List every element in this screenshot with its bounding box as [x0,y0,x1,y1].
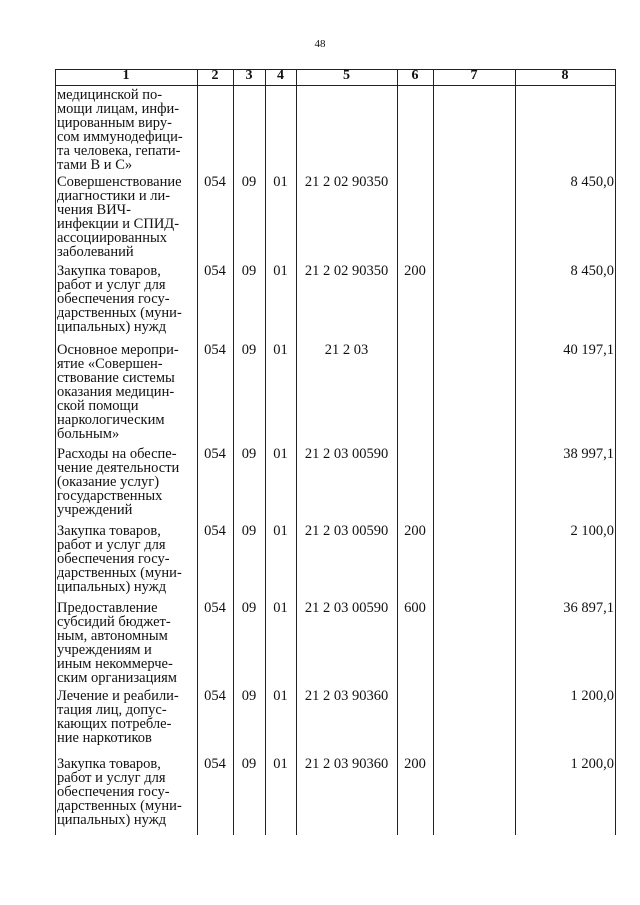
column-header-3: 3 [245,68,253,83]
cell-item: 01 [273,756,288,772]
column-divider [615,69,616,835]
column-divider [433,69,434,835]
cell-subsection: 09 [241,342,257,358]
cell-subsection: 09 [241,600,257,616]
cell-section: 054 [204,446,226,462]
cell-target-article: 21 2 03 90360 [304,688,389,704]
column-header-7: 7 [470,68,478,83]
cell-amount: 40 197,1 [563,342,614,358]
cell-section: 054 [204,342,226,358]
cell-amount: 8 450,0 [570,263,614,279]
continued-row-name: медицинской по- мощи лицам, инфи- цированным виру- сом иммунодефици- та человека, гепати- тами В и С» [57,87,183,173]
cell-section: 054 [204,688,226,704]
row-name: Закупка товаров, работ и услуг для обеспечения госу- дарственных (муни- ципальных) нужд [57,523,182,595]
row-name: Основное меропри- ятие «Совершен- ствование системы оказания медицин- ской помощи наркологическим больным» [57,342,179,442]
column-header-2: 2 [211,68,219,83]
cell-subsection: 09 [241,523,257,539]
cell-amount: 8 450,0 [570,174,614,190]
column-header-8: 8 [561,68,569,83]
row-name: Совершенствование диагностики и ли- чения ВИЧ- инфекции и СПИД- ассоциированных заболеваний [57,174,182,260]
column-divider [397,69,398,835]
row-name: Закупка товаров, работ и услуг для обеспечения госу- дарственных (муни- ципальных) нужд [57,263,182,335]
budget-table [55,69,616,835]
cell-target-article: 21 2 03 00590 [304,446,389,462]
column-header-6: 6 [411,68,419,83]
cell-item: 01 [273,600,288,616]
row-name: Предоставление субсидий бюджет- ным, автономным учреждениям и иным некоммерче- ским организациям [57,600,177,686]
cell-item: 01 [273,342,288,358]
cell-section: 054 [204,174,226,190]
cell-section: 054 [204,756,226,772]
cell-target-article: 21 2 03 90360 [304,756,389,772]
cell-target-article: 21 2 02 90350 [304,263,389,279]
cell-amount: 38 997,1 [563,446,614,462]
cell-subsection: 09 [241,688,257,704]
cell-item: 01 [273,688,288,704]
row-name: Лечение и реабили- тация лиц, допус- кающих потребле- ние наркотиков [57,688,179,746]
cell-item: 01 [273,523,288,539]
cell-item: 01 [273,263,288,279]
cell-item: 01 [273,446,288,462]
cell-amount: 1 200,0 [570,756,614,772]
header-bottom-border [55,85,616,86]
column-header-5: 5 [343,68,350,83]
cell-subsection: 09 [241,446,257,462]
column-header-1: 1 [122,68,130,83]
cell-subsection: 09 [241,174,257,190]
cell-item: 01 [273,174,288,190]
cell-amount: 1 200,0 [570,688,614,704]
cell-target-article: 21 2 03 [324,342,369,358]
cell-expense-type: 600 [404,600,426,616]
cell-section: 054 [204,263,226,279]
cell-target-article: 21 2 02 90350 [304,174,389,190]
cell-expense-type: 200 [404,523,426,539]
cell-amount: 36 897,1 [563,600,614,616]
cell-target-article: 21 2 03 00590 [304,600,389,616]
page-number: 48 [314,38,326,50]
column-header-4: 4 [277,68,284,83]
cell-target-article: 21 2 03 00590 [304,523,389,539]
cell-section: 054 [204,523,226,539]
cell-subsection: 09 [241,756,257,772]
cell-subsection: 09 [241,263,257,279]
column-divider [55,69,56,835]
cell-expense-type: 200 [404,756,426,772]
cell-expense-type: 200 [404,263,426,279]
cell-section: 054 [204,600,226,616]
row-name: Расходы на обеспе- чение деятельности (оказание услуг) государственных учреждений [57,446,180,518]
cell-amount: 2 100,0 [570,523,614,539]
row-name: Закупка товаров, работ и услуг для обеспечения госу- дарственных (муни- ципальных) нужд [57,756,182,828]
